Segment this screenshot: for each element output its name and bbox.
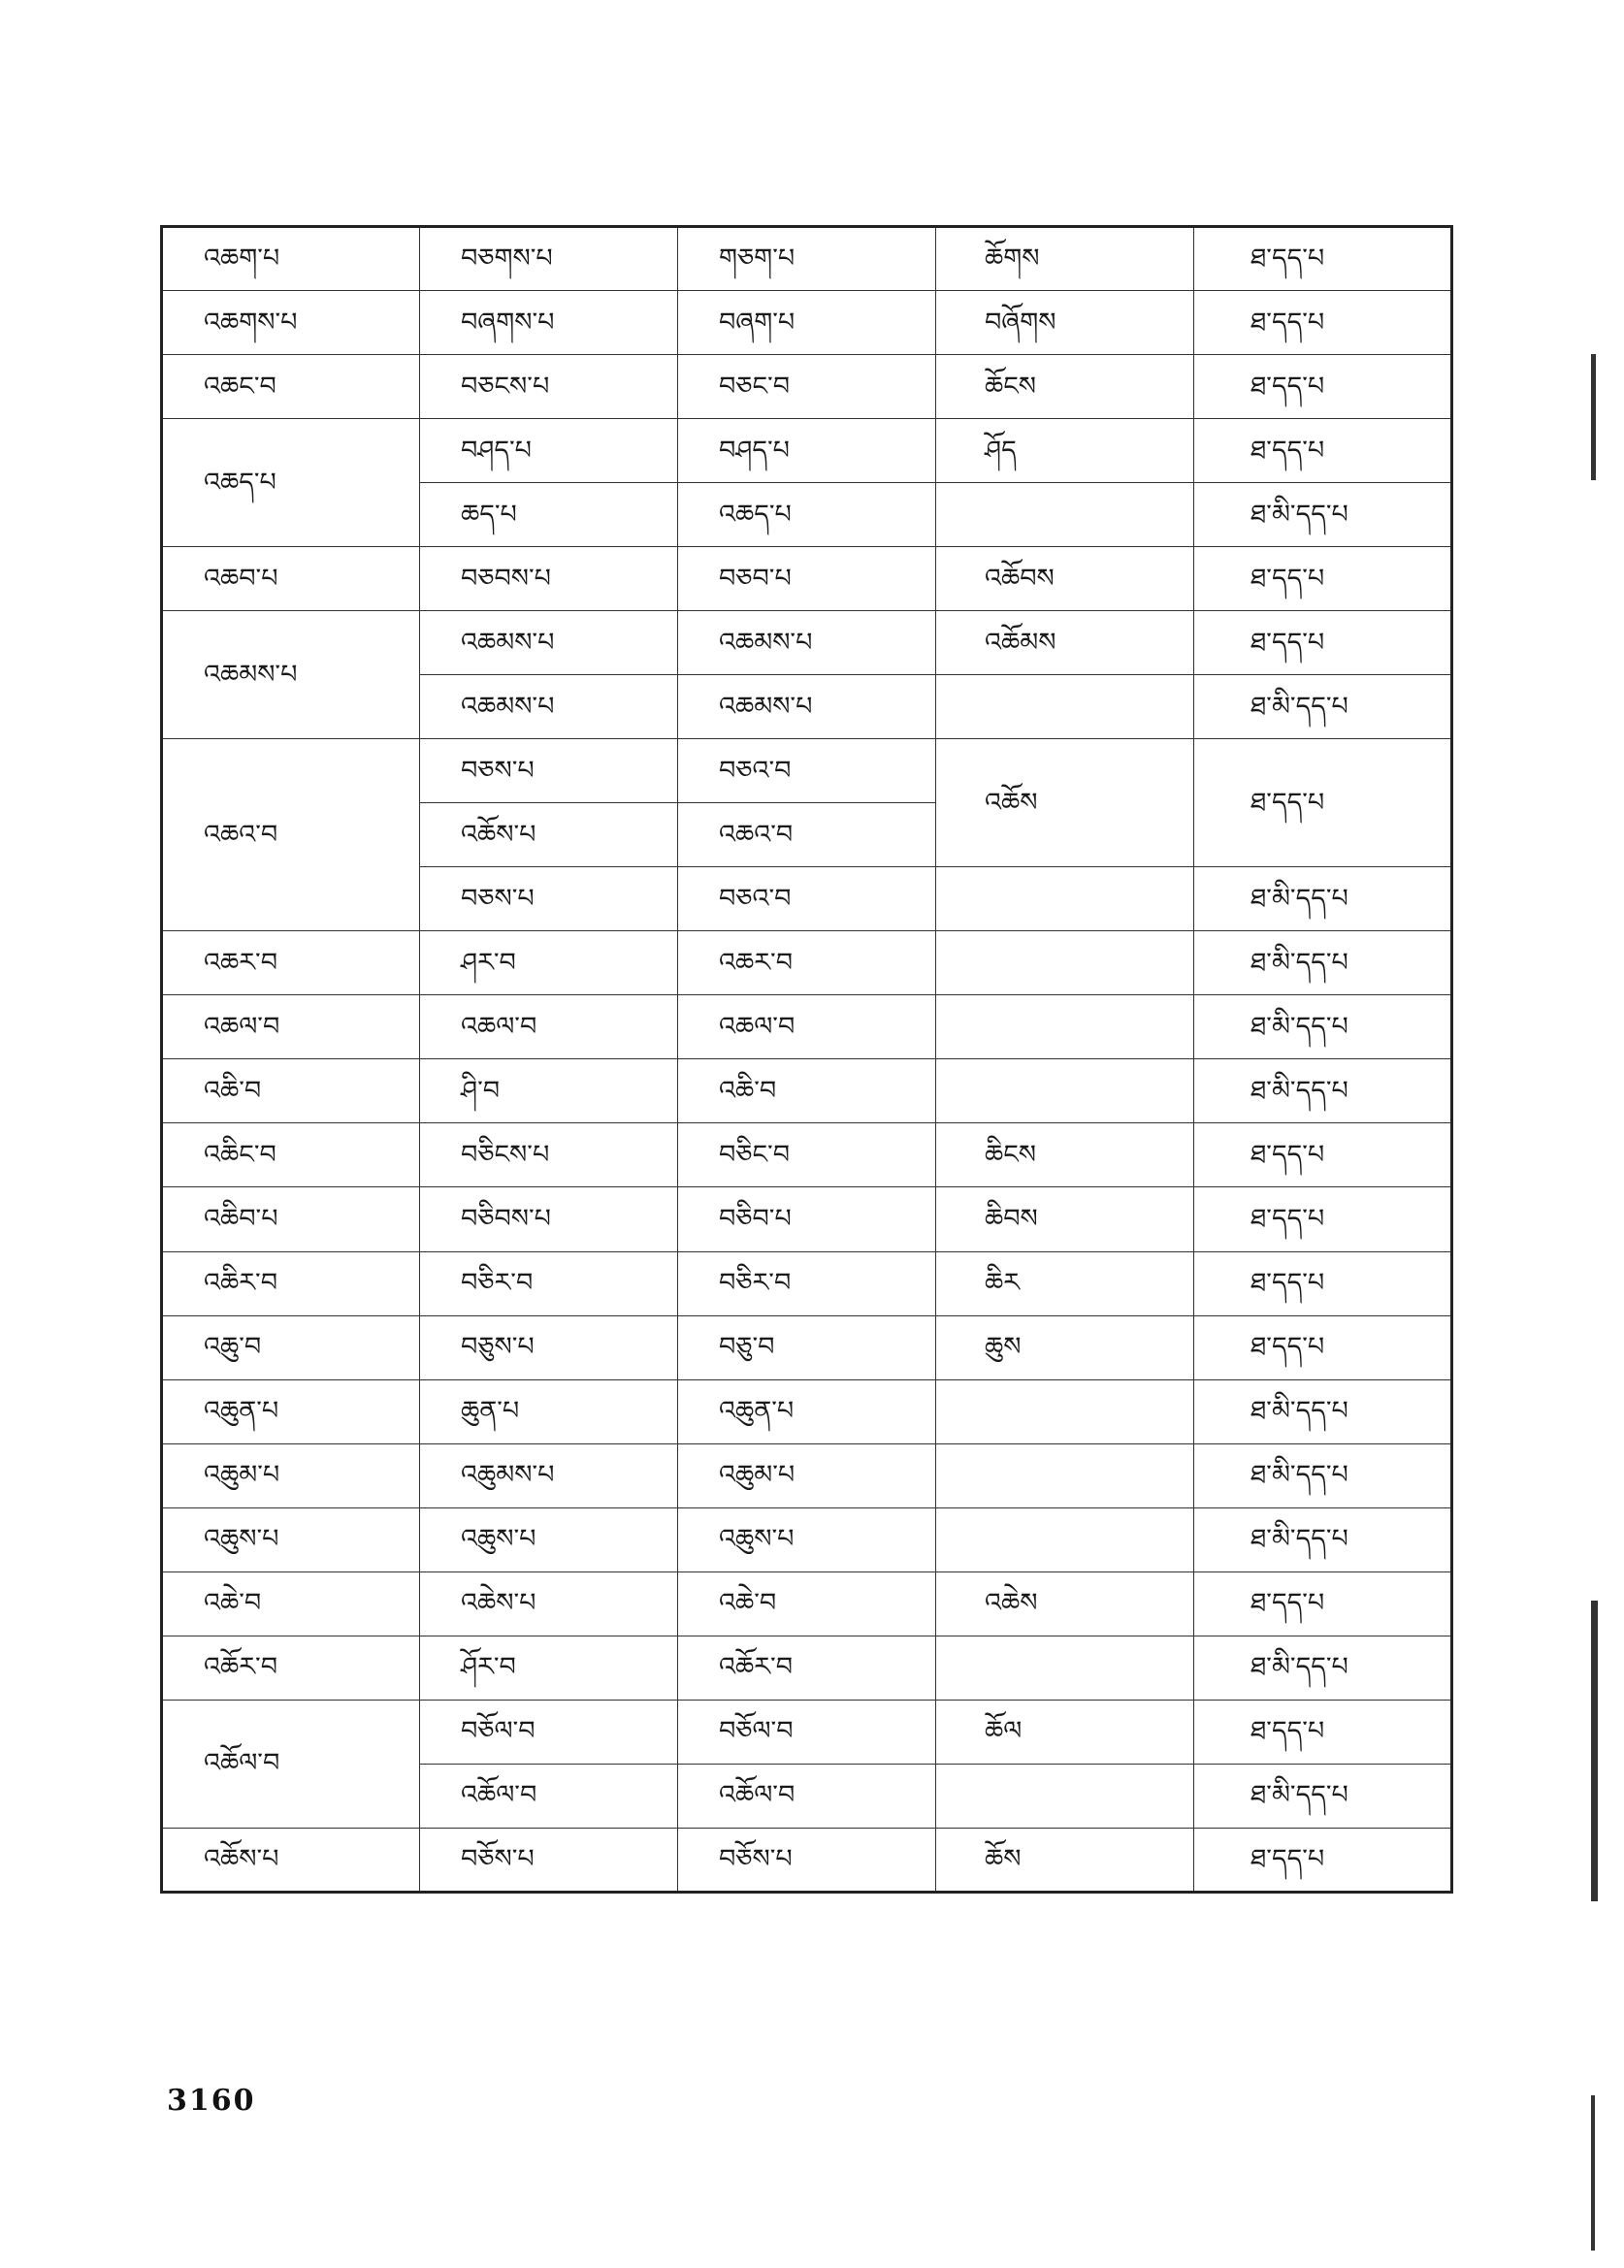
future-cell: བཅབ་པ	[678, 547, 936, 611]
imperative-cell	[936, 1443, 1194, 1507]
past-cell: བཅས་པ	[420, 739, 678, 803]
future-cell: བཅུ་བ	[678, 1315, 936, 1379]
table-row	[162, 227, 1452, 291]
transitivity-cell: ཐ་མི་དད་པ	[1194, 675, 1452, 739]
imperative-cell	[936, 675, 1194, 739]
transitivity-cell: ཐ་མི་དད་པ	[1194, 1507, 1452, 1571]
past-cell: འཆལ་བ	[420, 995, 678, 1059]
table-row	[162, 1507, 1452, 1571]
future-cell: འཆམས་པ	[678, 611, 936, 675]
transitivity-cell: ཐ་མི་དད་པ	[1194, 1059, 1452, 1123]
future-cell: འཆོལ་བ	[678, 1764, 936, 1828]
transitivity-cell: ཐ་མི་དད་པ	[1194, 1379, 1452, 1443]
table-row	[162, 1059, 1452, 1123]
table-row	[162, 1636, 1452, 1700]
verb-cell: འཆད་པ	[162, 419, 420, 547]
imperative-cell: ཆིངས	[936, 1123, 1194, 1187]
verb-cell: འཆར་བ	[162, 931, 420, 995]
future-cell: བཅིབ་པ	[678, 1187, 936, 1251]
transitivity-cell: ཐ་དད་པ	[1194, 1123, 1452, 1187]
table-row	[162, 1379, 1452, 1443]
verb-cell: འཆིབ་པ	[162, 1187, 420, 1251]
verb-cell: འཆགས་པ	[162, 291, 420, 355]
table-row	[162, 611, 1452, 675]
future-cell: བཅང་བ	[678, 355, 936, 419]
table-row	[162, 1315, 1452, 1379]
future-cell: བཅིང་བ	[678, 1123, 936, 1187]
table-row	[162, 1443, 1452, 1507]
past-cell: འཆམས་པ	[420, 675, 678, 739]
imperative-cell: ཆོགས	[936, 227, 1194, 291]
verb-cell: འཆུ་བ	[162, 1315, 420, 1379]
table-row	[162, 1571, 1452, 1636]
past-cell: བཤད་པ	[420, 419, 678, 483]
verb-cell: འཆིར་བ	[162, 1251, 420, 1315]
future-cell: གཅག་པ	[678, 227, 936, 291]
imperative-cell	[936, 1059, 1194, 1123]
imperative-cell	[936, 483, 1194, 547]
transitivity-cell: ཐ་དད་པ	[1194, 419, 1452, 483]
table-row	[162, 739, 1452, 803]
transitivity-cell: ཐ་དད་པ	[1194, 227, 1452, 291]
imperative-cell	[936, 1636, 1194, 1700]
past-cell: བཅོལ་བ	[420, 1700, 678, 1764]
imperative-cell: འཆོས	[936, 739, 1194, 867]
future-cell: བཅའ་བ	[678, 867, 936, 931]
verb-cell: འཆལ་བ	[162, 995, 420, 1059]
past-cell: བཅབས་པ	[420, 547, 678, 611]
imperative-cell: འཆོམས	[936, 611, 1194, 675]
future-cell: བཅོས་པ	[678, 1828, 936, 1892]
future-cell: འཆུས་པ	[678, 1507, 936, 1571]
imperative-cell	[936, 1764, 1194, 1828]
transitivity-cell: ཐ་མི་དད་པ	[1194, 1443, 1452, 1507]
imperative-cell	[936, 995, 1194, 1059]
verb-cell: འཆེ་བ	[162, 1571, 420, 1636]
future-cell: འཆེ་བ	[678, 1571, 936, 1636]
imperative-cell: ཆུས	[936, 1315, 1194, 1379]
transitivity-cell: ཐ་དད་པ	[1194, 355, 1452, 419]
transitivity-cell: ཐ་དད་པ	[1194, 611, 1452, 675]
past-cell: བཅངས་པ	[420, 355, 678, 419]
scan-edge-mark	[1591, 1601, 1598, 1901]
future-cell: འཆི་བ	[678, 1059, 936, 1123]
table-row	[162, 1700, 1452, 1764]
verb-cell: འཆིང་བ	[162, 1123, 420, 1187]
transitivity-cell: ཐ་དད་པ	[1194, 1571, 1452, 1636]
table-row	[162, 355, 1452, 419]
future-cell: བཅོལ་བ	[678, 1700, 936, 1764]
future-cell: འཆར་བ	[678, 931, 936, 995]
imperative-cell: ཆོས	[936, 1828, 1194, 1892]
future-cell: བཞག་པ	[678, 291, 936, 355]
transitivity-cell: ཐ་དད་པ	[1194, 1315, 1452, 1379]
imperative-cell	[936, 1379, 1194, 1443]
past-cell: འཆོས་པ	[420, 803, 678, 867]
past-cell: བཅིབས་པ	[420, 1187, 678, 1251]
future-cell: འཆད་པ	[678, 483, 936, 547]
table-row	[162, 995, 1452, 1059]
table-row	[162, 419, 1452, 483]
past-cell: འཆེས་པ	[420, 1571, 678, 1636]
past-cell: ཤི་བ	[420, 1059, 678, 1123]
transitivity-cell: ཐ་དད་པ	[1194, 1700, 1452, 1764]
verb-cell: འཆུན་པ	[162, 1379, 420, 1443]
transitivity-cell: ཐ་དད་པ	[1194, 291, 1452, 355]
past-cell: འཆུས་པ	[420, 1507, 678, 1571]
transitivity-cell: ཐ་མི་དད་པ	[1194, 483, 1452, 547]
imperative-cell: ཆིར	[936, 1251, 1194, 1315]
past-cell: འཆམས་པ	[420, 611, 678, 675]
future-cell: འཆལ་བ	[678, 995, 936, 1059]
past-cell: བཅགས་པ	[420, 227, 678, 291]
verb-cell: འཆུས་པ	[162, 1507, 420, 1571]
verb-cell: འཆོལ་བ	[162, 1700, 420, 1828]
table-row	[162, 547, 1452, 611]
table-row	[162, 931, 1452, 995]
transitivity-cell: ཐ་དད་པ	[1194, 739, 1452, 867]
imperative-cell: འཆེས	[936, 1571, 1194, 1636]
verb-cell: འཆུམ་པ	[162, 1443, 420, 1507]
future-cell: འཆུན་པ	[678, 1379, 936, 1443]
past-cell: འཆོལ་བ	[420, 1764, 678, 1828]
future-cell: བཤད་པ	[678, 419, 936, 483]
verb-cell: འཆོར་བ	[162, 1636, 420, 1700]
page-number: 3160	[167, 2084, 256, 2118]
past-cell: བཅོས་པ	[420, 1828, 678, 1892]
past-cell: བཅིངས་པ	[420, 1123, 678, 1187]
past-cell: ཆུན་པ	[420, 1379, 678, 1443]
table-row	[162, 1187, 1452, 1251]
past-cell: ཆད་པ	[420, 483, 678, 547]
past-cell: ཤར་བ	[420, 931, 678, 995]
table-row	[162, 1123, 1452, 1187]
transitivity-cell: ཐ་མི་དད་པ	[1194, 995, 1452, 1059]
table-row	[162, 1251, 1452, 1315]
scan-edge-mark	[1591, 354, 1596, 480]
transitivity-cell: ཐ་མི་དད་པ	[1194, 931, 1452, 995]
transitivity-cell: ཐ་དད་པ	[1194, 1187, 1452, 1251]
future-cell: འཆའ་བ	[678, 803, 936, 867]
future-cell: བཅའ་བ	[678, 739, 936, 803]
transitivity-cell: ཐ་དད་པ	[1194, 1251, 1452, 1315]
past-cell: བཅིར་བ	[420, 1251, 678, 1315]
past-cell: བཅུས་པ	[420, 1315, 678, 1379]
future-cell: འཆམས་པ	[678, 675, 936, 739]
verb-cell: འཆང་བ	[162, 355, 420, 419]
past-cell: བཅས་པ	[420, 867, 678, 931]
imperative-cell: ཆོལ	[936, 1700, 1194, 1764]
imperative-cell: འཆོབས	[936, 547, 1194, 611]
imperative-cell: ཤོད	[936, 419, 1194, 483]
transitivity-cell: ཐ་མི་དད་པ	[1194, 867, 1452, 931]
transitivity-cell: ཐ་དད་པ	[1194, 1828, 1452, 1892]
imperative-cell	[936, 1507, 1194, 1571]
imperative-cell: ཆིབས	[936, 1187, 1194, 1251]
future-cell: འཆོར་བ	[678, 1636, 936, 1700]
verb-cell: འཆག་པ	[162, 227, 420, 291]
transitivity-cell: ཐ་དད་པ	[1194, 547, 1452, 611]
past-cell: བཞགས་པ	[420, 291, 678, 355]
imperative-cell: བཞོགས	[936, 291, 1194, 355]
future-cell: བཅིར་བ	[678, 1251, 936, 1315]
verb-cell: འཆབ་པ	[162, 547, 420, 611]
verb-cell: འཆོས་པ	[162, 1828, 420, 1892]
transitivity-cell: ཐ་མི་དད་པ	[1194, 1636, 1452, 1700]
future-cell: འཆུམ་པ	[678, 1443, 936, 1507]
table-row	[162, 1828, 1452, 1892]
imperative-cell	[936, 931, 1194, 995]
verb-cell: འཆའ་བ	[162, 739, 420, 931]
verb-cell: འཆི་བ	[162, 1059, 420, 1123]
verb-conjugation-table	[160, 225, 1453, 1894]
imperative-cell	[936, 867, 1194, 931]
past-cell: ཤོར་བ	[420, 1636, 678, 1700]
imperative-cell: ཆོངས	[936, 355, 1194, 419]
verb-cell: འཆམས་པ	[162, 611, 420, 739]
past-cell: འཆུམས་པ	[420, 1443, 678, 1507]
scan-edge-mark	[1591, 2095, 1595, 2251]
transitivity-cell: ཐ་མི་དད་པ	[1194, 1764, 1452, 1828]
table-row	[162, 291, 1452, 355]
